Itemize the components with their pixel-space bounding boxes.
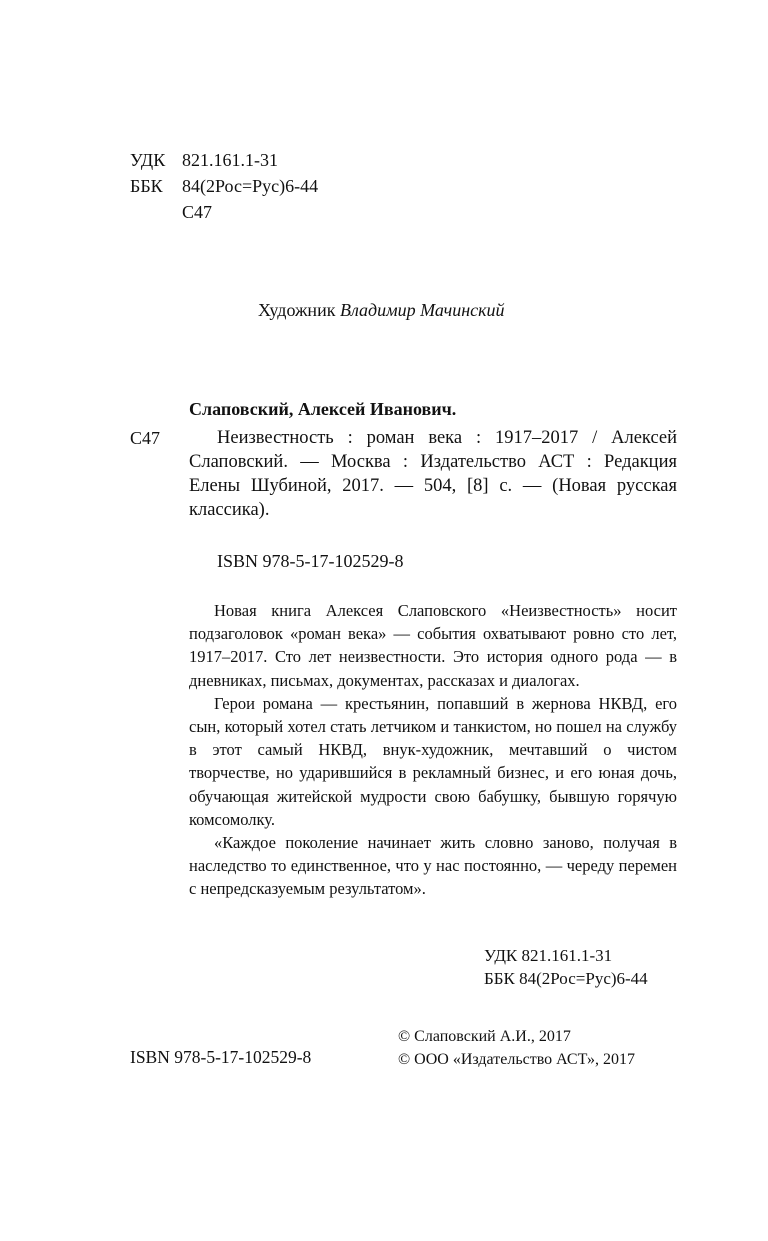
bbk-value: 84(2Рос=Рус)6-44 [182, 176, 319, 196]
artist-name: Владимир Мачинский [339, 300, 505, 320]
artist-label: Художник [258, 300, 336, 320]
isbn-record: ISBN 978-5-17-102529-8 [217, 551, 404, 571]
annotation-paragraph: Новая книга Алексея Слаповского «Неизвестность» носит подзаголовок «роман века» — события охватывают ровно сто лет, 1917–2017. Сто лет неизвестности. Это история одного рода — в дневниках, письмах, документах, рассказах и диалогах. [189, 601, 677, 690]
bottom-bbk: ББК 84(2Рос=Рус)6-44 [484, 969, 648, 988]
author-mark-top: С47 [182, 202, 213, 222]
annotation-paragraph: «Каждое поколение начинает жить словно заново, получая в наследство то единственное, что у нас постоянно, — череду перемен с непредсказуемым результатом». [189, 833, 677, 899]
copyright-author: © Слаповский А.И., 2017 [398, 1028, 571, 1045]
annotation-paragraph: Герои романа — крестьянин, попавший в жернова НКВД, его сын, который хотел стать летчиком и танкистом, но пошел на службу в этот самый НКВД, внук-художник, мечтавший о чистом творчестве, но ударившийся в рекламный бизнес, и его юная дочь, обучающая житейской мудрости свою бабушку, бывшую горячую комсомолку. [189, 693, 677, 829]
bbk-label: ББК [130, 176, 163, 196]
author-mark-record: С47 [130, 428, 161, 448]
annotation [189, 599, 677, 901]
author-heading: Слаповский, Алексей Иванович. [189, 399, 457, 419]
bibliographic-description: Неизвестность : роман века : 1917–2017 / Алексей Слаповский. — Москва : Издательство АСТ : Редакция Елены Шубиной, 2017. — 504, [8] с. — (Новая русская классика). [189, 428, 677, 520]
udk-code-row [130, 148, 278, 172]
isbn-bottom: ISBN 978-5-17-102529-8 [130, 1047, 312, 1067]
copyright-publisher: © ООО «Издательство АСТ», 2017 [398, 1051, 635, 1068]
bbk-code-row [130, 174, 318, 198]
udk-value: 821.161.1-31 [182, 150, 278, 170]
artist-credit [258, 300, 505, 321]
bottom-udk: УДК 821.161.1-31 [484, 946, 613, 965]
udk-label: УДК [130, 150, 166, 170]
